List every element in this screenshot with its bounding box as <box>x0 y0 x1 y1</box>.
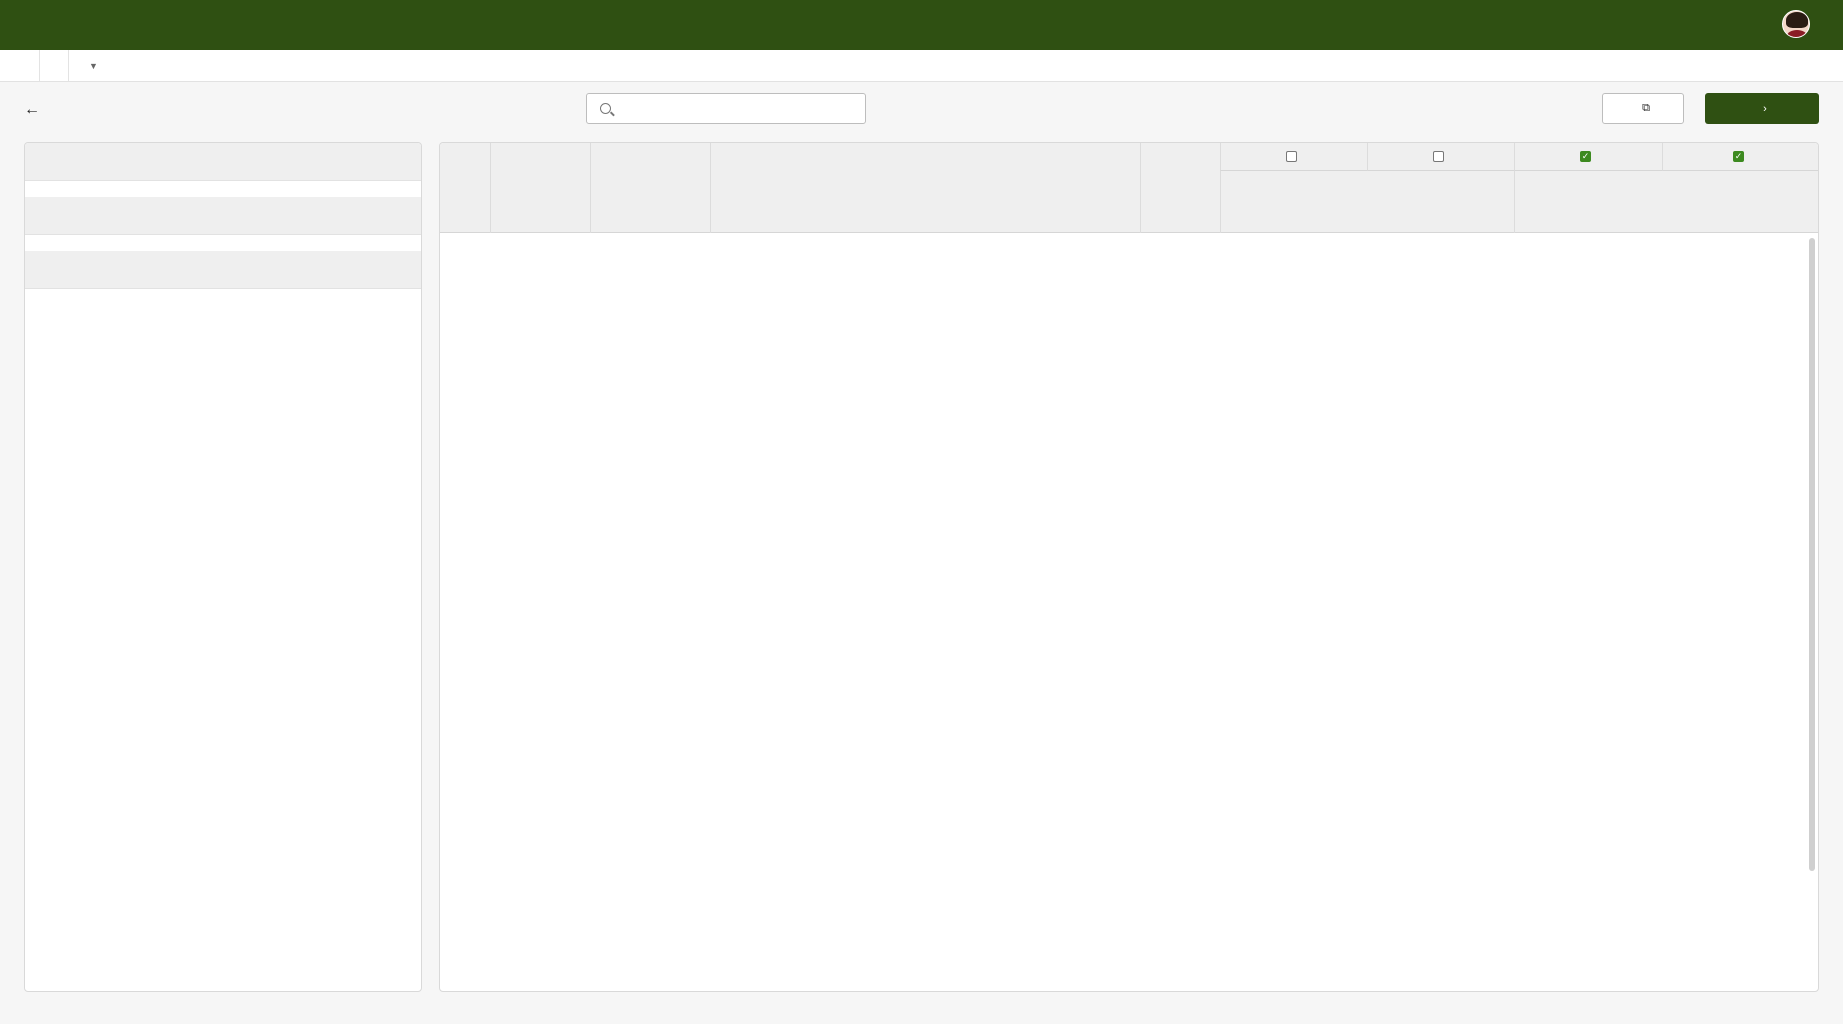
new-search-button[interactable] <box>1705 93 1819 124</box>
section-insurance-eligibility <box>25 197 421 235</box>
back-button[interactable] <box>24 101 50 119</box>
checkbox-checked-icon[interactable]: ✓ <box>1734 151 1743 161</box>
section-member-health <box>25 143 421 181</box>
table-header <box>440 143 1819 233</box>
export-button[interactable] <box>1602 93 1684 124</box>
period-filter-275[interactable] <box>1514 143 1662 171</box>
search-box[interactable] <box>586 93 866 124</box>
insurance-fields <box>25 235 421 251</box>
top-bar <box>0 0 1843 50</box>
member-fields <box>25 181 421 197</box>
header-hcc[interactable] <box>490 143 590 233</box>
header-description[interactable] <box>710 143 1140 233</box>
avatar[interactable] <box>1782 10 1810 38</box>
header-period-275 <box>1220 171 1514 233</box>
scrollbar[interactable] <box>1809 238 1815 871</box>
chevron-right-icon: › <box>1763 102 1767 115</box>
checkbox[interactable] <box>1433 151 1444 162</box>
main-nav <box>0 50 1843 82</box>
period-filter-280[interactable] <box>1662 143 1819 171</box>
hcc-table <box>439 142 1819 992</box>
checkbox[interactable] <box>1286 151 1297 162</box>
member-details-panel <box>24 142 422 992</box>
search-input[interactable] <box>619 101 859 117</box>
checkbox-checked-icon[interactable]: ✓ <box>1581 151 1590 161</box>
search-icon <box>600 103 611 114</box>
section-provider <box>25 251 421 289</box>
period-filter-255[interactable] <box>1220 143 1367 171</box>
provider-fields <box>25 289 421 305</box>
nav-medical-member-search[interactable] <box>0 50 40 81</box>
header-row-number <box>440 143 490 233</box>
nav-reports[interactable] <box>69 50 112 81</box>
period-filter-265[interactable] <box>1367 143 1514 171</box>
header-period-280 <box>1514 171 1819 233</box>
user-menu[interactable] <box>1782 10 1819 38</box>
nav-administration[interactable] <box>40 50 69 81</box>
chevron-down-icon: ▼ <box>89 60 98 71</box>
header-hcc-version <box>590 143 710 233</box>
external-link-icon: ⧉ <box>1642 102 1650 114</box>
header-hier <box>1140 143 1220 233</box>
arrow-left-icon: ← <box>24 101 40 118</box>
